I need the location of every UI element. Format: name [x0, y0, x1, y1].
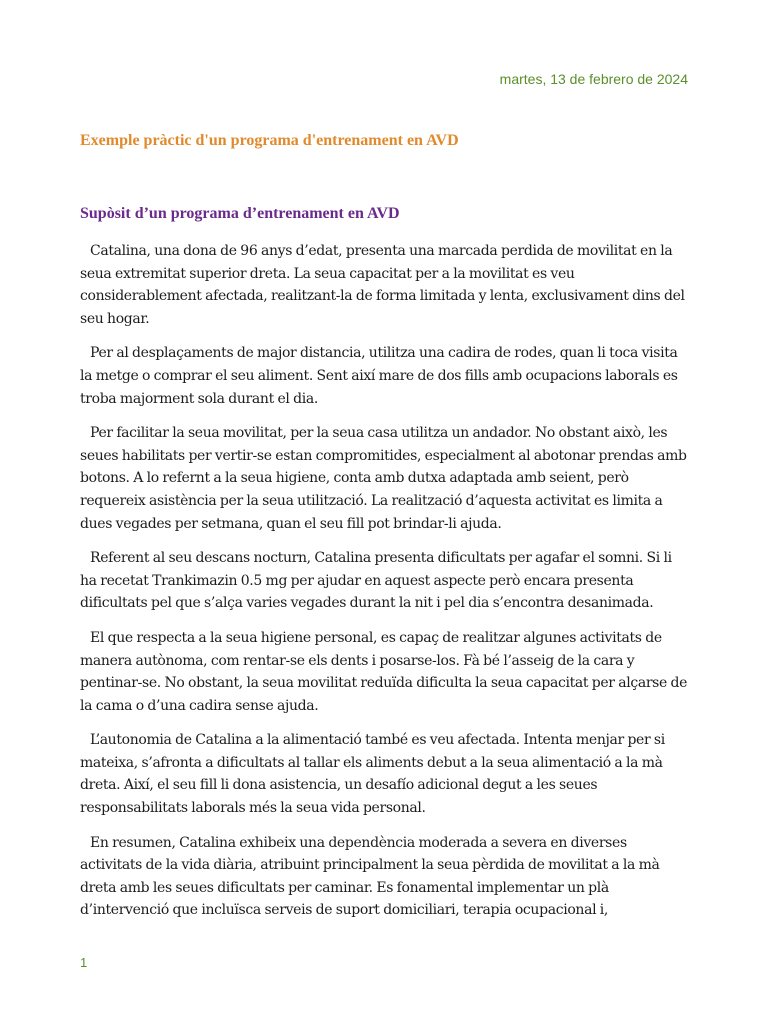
paragraph: El que respecta a la seua higiene personal, es capaç de realitzar algunes activitats de manera autònoma, com rentar-se els dents i posarse-los. Fà bé l’asseig de la cara y pentinar-se. No obstant, la seua movilitat reduïda dificulta la seua capacitat per alçarse de la cama o d’una cadira sense ajuda. [80, 629, 688, 714]
paragraph: Catalina, una dona de 96 anys d’edat, presenta una marcada perdida de movilitat en la seua extremitat superior dreta. La seua capacitat per a la movilitat es veu considerablement afectada, realitzant-la de forma limitada y lenta, exclusivament dins del seu hogar. [80, 243, 685, 327]
section-heading: Supòsit d’un programa d’entrenament en AVD [80, 205, 400, 222]
document-body [80, 240, 688, 934]
paragraph: L’autonomia de Catalina a la alimentació també es veu afectada. Intenta menjar per si mateixa, s’afronta a dificultats al tallar els aliments debut a la seua alimentació a la mà dreta. Així, el seu fill li dona asistencia, un desafío adicional degut a les seues responsabilitats laborals més la seua vida personal. [80, 732, 665, 817]
paragraph: Referent al seu descans nocturn, Catalina presenta dificultats per agafar el somni. Si li ha recetat Trankimazin 0.5 mg per ajudar en aquest aspecte però encara presenta dificultats pel que s’alça varies vegades durant la nit i pel dia s’encontra desanimada. [80, 550, 672, 612]
document-date: martes, 13 de febrero de 2024 [499, 71, 688, 87]
paragraph: Per al desplaçaments de major distancia, utilitza una cadira de rodes, quan li toca visita la metge o comprar el seu aliment. Sent així mare de dos fills amb ocupacions laborals es troba majorment sola durant el dia. [80, 345, 678, 407]
paragraph: Per facilitar la seua movilitat, per la seua casa utilitza un andador. No obstant això, les seues habilitats per vertir-se estan compromitides, especialment al abotonar prendas amb botons. A lo refernt a la seua higiene, conta amb dutxa adaptada amb seient, però requereix asistència per la seua utilització. La realització d’aquesta activitat es limita a dues vegades per setmana, quan el seu fill pot brindar-li ajuda. [80, 425, 687, 532]
document-title: Exemple pràctic d'un programa d'entrenament en AVD [80, 132, 459, 149]
page-number: 1 [80, 955, 88, 970]
paragraph: En resumen, Catalina exhibeix una dependència moderada a severa en diverses activitats de la vida diària, atribuint principalment la seua pèrdida de movilitat a la mà dreta amb les seues dificultats per caminar. Es fonamental implementar un plà d’intervenció que incluïsca serveis de suport domiciliari, terapia ocupacional i, [80, 834, 660, 919]
